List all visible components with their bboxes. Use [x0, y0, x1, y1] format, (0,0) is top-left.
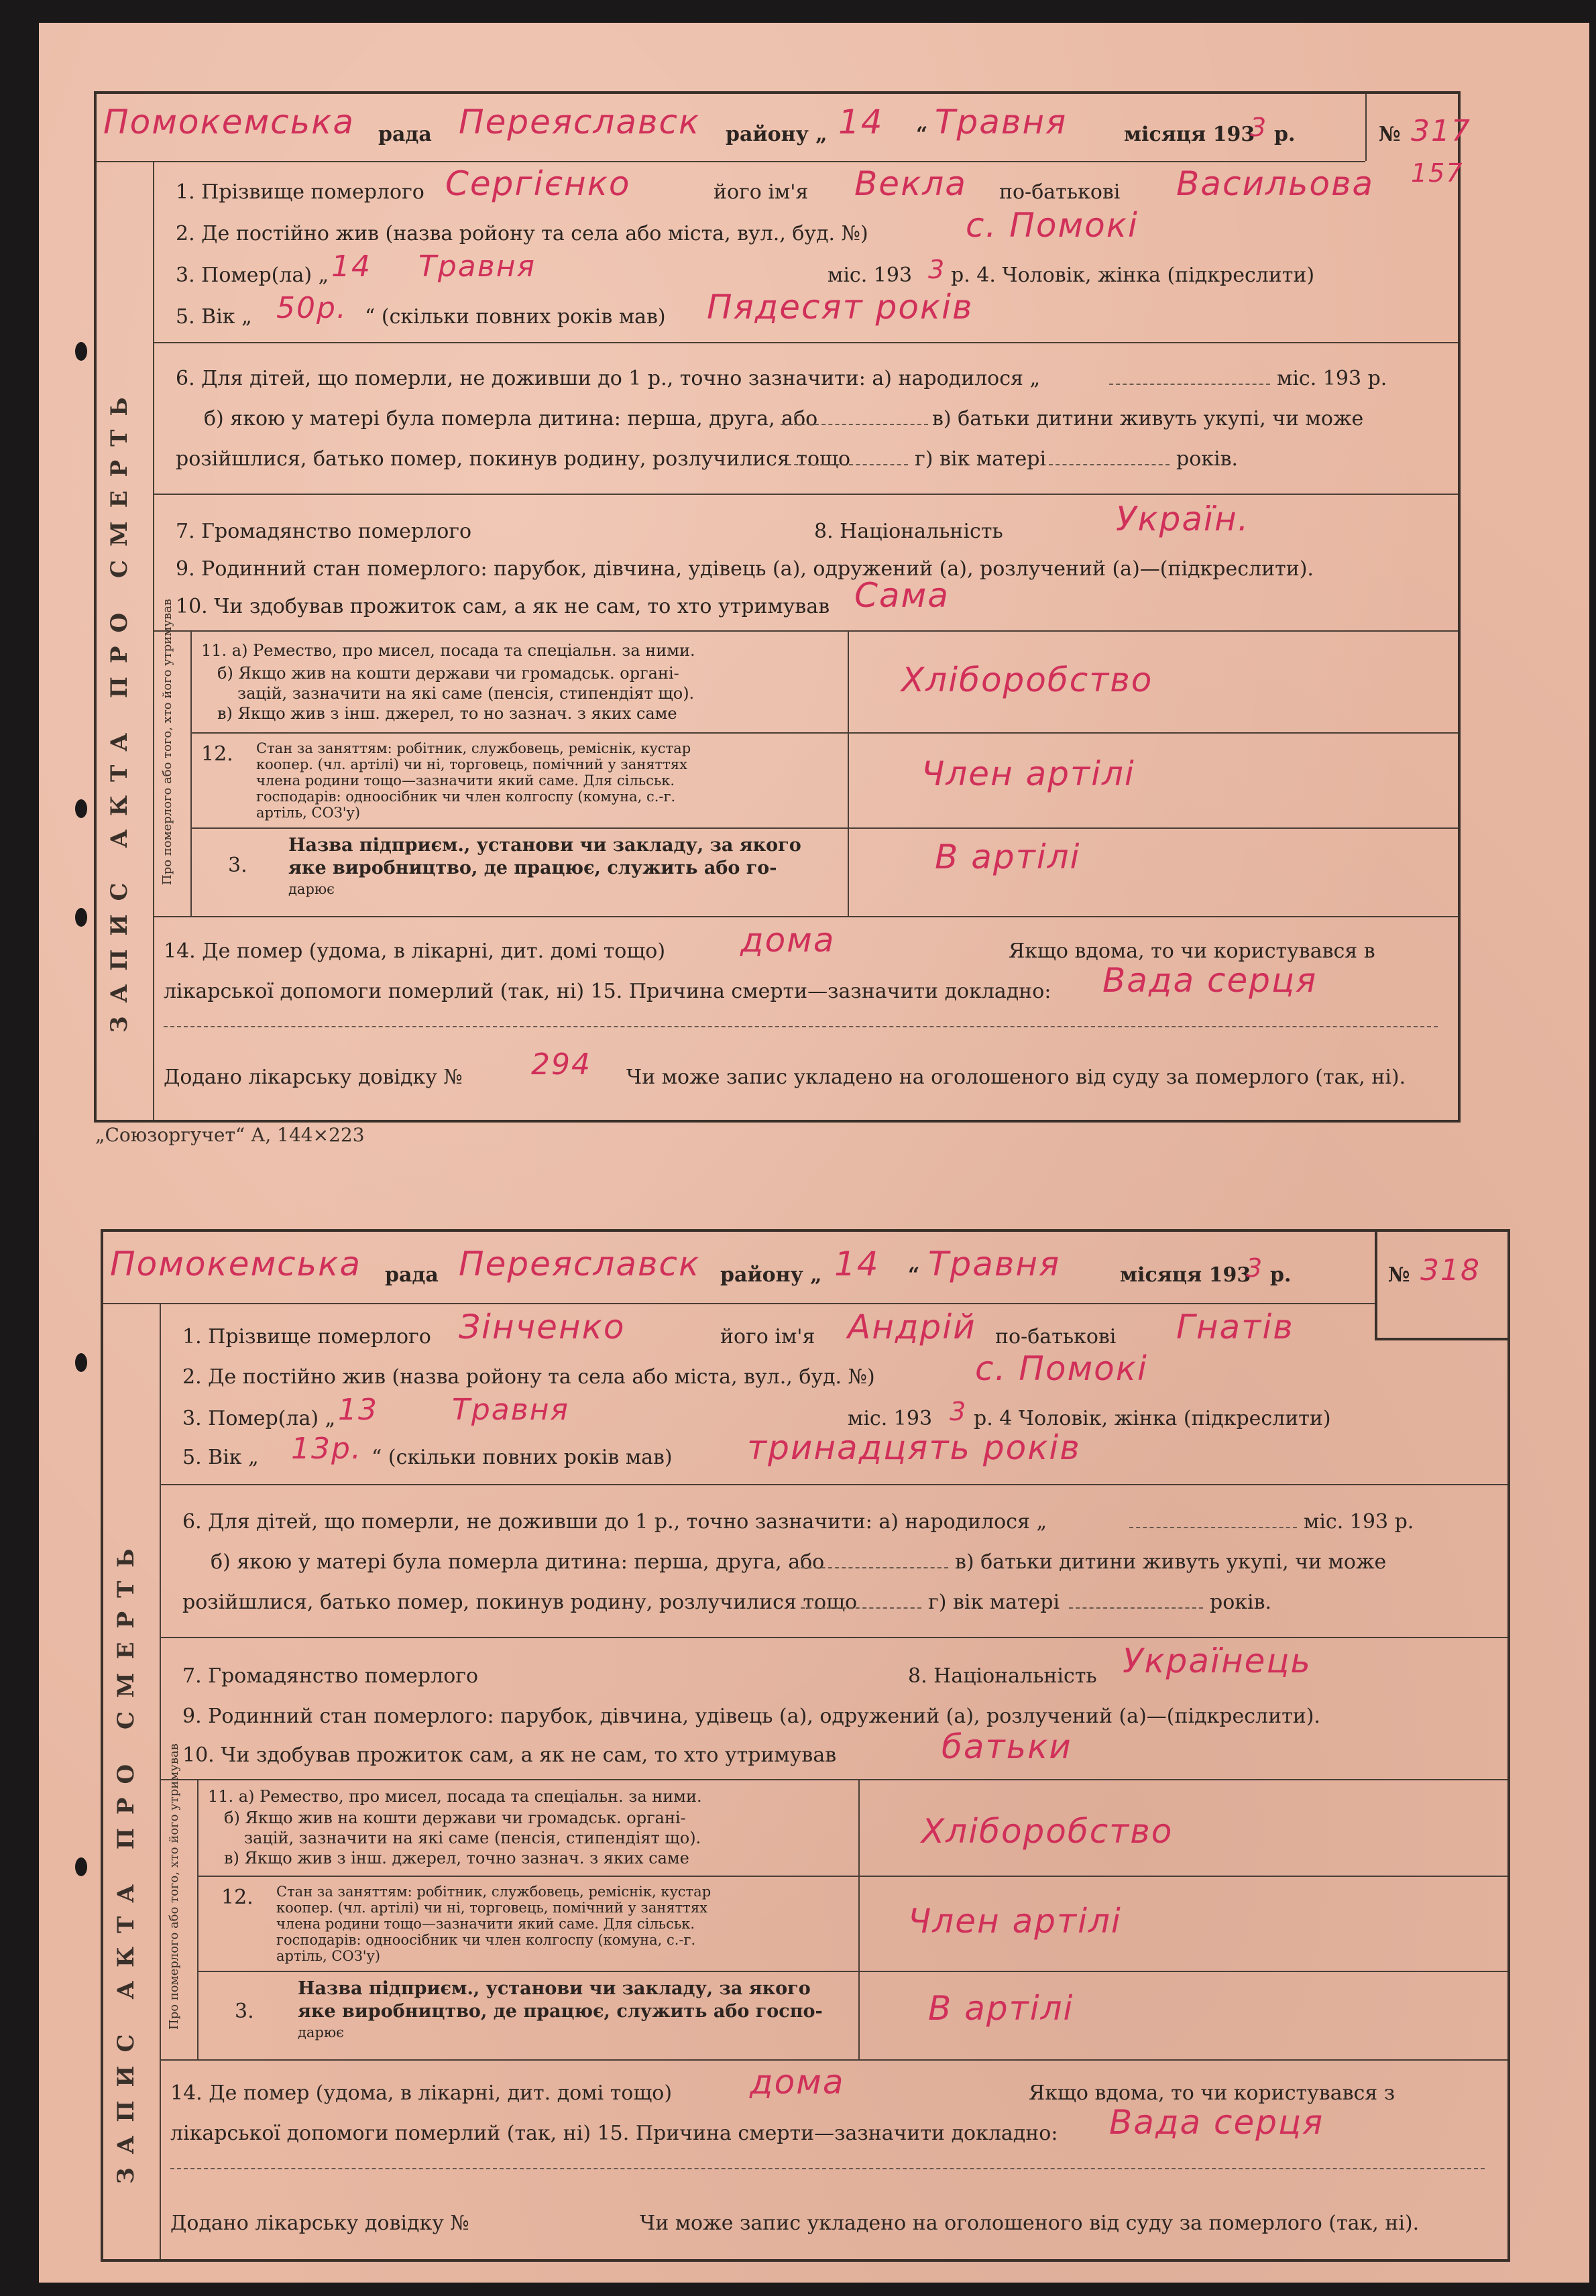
blank-line	[164, 1026, 1438, 1027]
occupation-c: в) Якщо жив з інш. джерел, точно зазнач. з яких саме	[224, 1849, 689, 1868]
children-line-3b: г) вік матері	[928, 1591, 1060, 1614]
status-hand: Член артілі	[921, 754, 1135, 793]
surname-hand: Зінченко	[459, 1308, 626, 1346]
section-line	[160, 1779, 1507, 1780]
workplace-num: 3.	[228, 854, 247, 877]
children-line-2: б) якою у матері була померла дитина: перша, друга, або	[204, 407, 818, 431]
cause-label: лікарської допомоги померлий (так, ні) 15. Причина смерти—зазначити докладно:	[164, 980, 1051, 1003]
status-num: 12.	[201, 742, 233, 766]
children-line-2b: в) батьки дитини живуть укупі, чи може	[932, 407, 1364, 431]
name-label: його ім'я	[720, 1325, 815, 1348]
patronymic-label: по-батькові	[995, 1325, 1117, 1348]
block-value-divider	[858, 1779, 860, 2059]
status-t4: господарів: одноосібник чи член колгоспу (комуна, с.-г.	[256, 789, 676, 805]
age-words-hand: тринадцять років	[747, 1428, 1081, 1467]
support-label: 10. Чи здобував прожиток сам, а як не сам, то хто утримував	[176, 595, 830, 618]
occupation-b2: зацій, зазначити на які саме (пенсія, стипендіят що).	[237, 684, 695, 703]
nationality-hand: Україн.	[1116, 500, 1250, 538]
support-label: 10. Чи здобував прожиток сам, а як не сам, то хто утримував	[182, 1743, 837, 1767]
children-line-1b: міс. 193 р.	[1304, 1510, 1414, 1534]
occupation-hand: Хліборобство	[921, 1812, 1174, 1851]
header-day-hand: 14	[834, 1245, 880, 1283]
header-r-label: р.	[1270, 1263, 1292, 1287]
children-line-3: розійшлися, батько помер, покинув родину, розлучилися тощо	[176, 447, 851, 471]
blank-line	[801, 1607, 921, 1609]
death-record-form-1	[94, 91, 1471, 1123]
died-year-hand: 3	[950, 1397, 968, 1426]
children-line-3: розійшлися, батько помер, покинув родину, розлучилися тощо	[182, 1591, 858, 1614]
blank-line	[794, 1567, 948, 1568]
punch-hole	[75, 1353, 87, 1372]
section-line	[153, 916, 1458, 917]
marital-label: 9. Родинний стан померлого: парубок, дівчина, удівець (а), одружений (а), розлучений (а)—(підкреслити).	[176, 557, 1314, 581]
died-rest: р. 4. Чоловік, жінка (підкреслити)	[951, 264, 1315, 287]
cause-label: лікарської допомоги померлий (так, ні) 15. Причина смерти—зазначити докладно:	[170, 2122, 1058, 2145]
blank-line	[1049, 464, 1170, 465]
nationality-label: 8. Національність	[814, 520, 1003, 543]
header-no-hand: 317	[1411, 114, 1471, 148]
header-rayon-label: району „	[726, 123, 828, 146]
workplace-t3: дарює	[298, 2024, 344, 2041]
died-year-hand: 3	[928, 255, 946, 284]
workplace-t1: Назва підприєм., установи чи закладу, за якого	[298, 1978, 811, 1999]
nationality-label: 8. Національність	[908, 1664, 1097, 1688]
status-t5: артіль, СОЗ'у)	[276, 1948, 381, 1964]
patronymic-hand: Гнатів	[1176, 1308, 1294, 1346]
header-rada-label: рада	[385, 1263, 439, 1287]
workplace-t1: Назва підприєм., установи чи закладу, за якого	[288, 835, 801, 856]
workplace-t3: дарює	[288, 881, 335, 897]
header-day-hand: 14	[838, 103, 884, 141]
status-t1: Стан за заняттям: робітник, службовець, реміснік, кустар	[276, 1884, 711, 1900]
header-r-label: р.	[1274, 123, 1296, 146]
header-month-label: місяця 193	[1120, 1263, 1251, 1287]
death-place-hand: дома	[750, 2063, 845, 2102]
occupation-b: б) Якщо жив на кошти держави чи громадськ. органі-	[217, 664, 679, 683]
children-line-2b: в) батьки дитини живуть укупі, чи може	[955, 1550, 1387, 1574]
block-side-note: Про померлого або того, хто його утримував	[167, 1743, 181, 2030]
children-line-2: б) якою у матері була померла дитина: перша, друга, або	[211, 1550, 825, 1574]
certificate-rest: Чи може запис укладено на оголошеного від суду за померлого (так, ні).	[640, 2212, 1420, 2235]
side-column-divider	[160, 1303, 161, 2259]
workplace-hand: В артілі	[928, 1989, 1074, 2028]
children-line-3c: років.	[1176, 447, 1239, 471]
citizenship-label: 7. Громадянство померлого	[176, 520, 472, 543]
died-mis-label: міс. 193	[828, 264, 913, 287]
block-side-note: Про померлого або того, хто його утримував	[160, 599, 174, 885]
header-rayon-hand: Переяславск	[459, 103, 701, 141]
header-rayon-hand: Переяславск	[459, 1245, 701, 1283]
certificate-label: Додано лікарську довідку №	[164, 1066, 463, 1089]
status-t2: коопер. (чл. артілі) чи ні, торговець, помічний у заняттях	[276, 1900, 707, 1916]
died-mis-label: міс. 193	[848, 1407, 933, 1430]
cause-hand: Вада серця	[1109, 2103, 1324, 2142]
block-inner-divider	[190, 630, 192, 916]
header-no-label: №	[1379, 123, 1401, 146]
header-rada-hand: Помокемська	[103, 103, 355, 141]
surname-label: 1. Прізвище померлого	[176, 180, 424, 204]
block-value-divider	[848, 630, 849, 916]
section-line	[153, 630, 1458, 632]
header-bottom-line	[103, 1303, 1375, 1304]
header-bottom-line	[97, 161, 1365, 162]
side-title: ЗАПИС АКТА ПРО СМЕРТЬ	[106, 384, 133, 1033]
section-line	[190, 827, 1458, 829]
age-hand: 13р.	[291, 1432, 362, 1466]
workplace-hand: В артілі	[935, 838, 1081, 876]
support-hand: Сама	[854, 576, 950, 615]
section-line	[160, 1484, 1507, 1485]
status-t5: артіль, СОЗ'у)	[256, 805, 361, 821]
header-month-hand: Травня	[935, 103, 1068, 141]
section-line	[160, 1637, 1507, 1638]
header-rada-label: рада	[378, 123, 432, 146]
residence-hand: с. Помокі	[975, 1349, 1148, 1388]
age-mid: “ (скільки повних років мав)	[372, 1446, 673, 1469]
workplace-num: 3.	[235, 2000, 254, 2023]
status-t4: господарів: одноосібник чи член колгоспу (комуна, с.-г.	[276, 1932, 696, 1948]
patronymic-hand: Васильова	[1176, 164, 1375, 203]
residence-label: 2. Де постійно жив (назва ройону та села або міста, вул., буд. №)	[176, 222, 868, 245]
certificate-hand: 294	[531, 1047, 591, 1082]
header-quote: “	[908, 1263, 920, 1287]
name-hand: Векла	[854, 164, 967, 203]
blank-line	[787, 464, 908, 465]
section-line	[160, 2059, 1507, 2061]
death-place-rest: Якщо вдома, то чи користувався з	[1029, 2081, 1395, 2105]
status-t3: члена родини тощо—зазначити який саме. Для сільськ.	[276, 1916, 695, 1932]
died-day-hand: 14	[331, 249, 372, 284]
blank-line	[1069, 1607, 1203, 1609]
punch-hole	[75, 799, 87, 818]
death-place-rest: Якщо вдома, то чи користувався в	[1009, 939, 1375, 963]
header-no-hand-2: 157	[1411, 158, 1464, 188]
citizenship-label: 7. Громадянство померлого	[182, 1664, 479, 1688]
occupation-b2: зацій, зазначити на які саме (пенсія, стипендіят що).	[244, 1829, 701, 1847]
header-quote: “	[916, 123, 928, 146]
support-hand: батьки	[942, 1727, 1072, 1766]
punch-hole	[75, 908, 87, 927]
section-line	[190, 732, 1458, 734]
status-hand: Член артілі	[908, 1902, 1122, 1941]
died-month-hand: Травня	[452, 1393, 569, 1427]
occupation-c: в) Якщо жив з інш. джерел, то но зазнач. з яких саме	[217, 704, 677, 723]
death-place-hand: дома	[740, 921, 836, 960]
workplace-t2: яке виробництво, де працює, служить або го-	[288, 858, 777, 878]
occupation-a: 11. а) Ремество, про мисел, посада та спеціальн. за ними.	[201, 641, 695, 660]
side-column-divider	[153, 161, 154, 1120]
death-record-form-2	[101, 1229, 1510, 2262]
header-rayon-label: району „	[720, 1263, 822, 1287]
section-line	[153, 494, 1458, 495]
marital-label: 9. Родинний стан померлого: парубок, дівчина, удівець (а), одружений (а), розлучений (а)—(підкреслити).	[182, 1705, 1320, 1728]
header-no-hand: 318	[1420, 1253, 1481, 1287]
died-rest: р. 4 Чоловік, жінка (підкреслити)	[974, 1407, 1331, 1430]
occupation-a: 11. а) Ремество, про мисел, посада та спеціальн. за ними.	[208, 1787, 702, 1806]
died-label: 3. Помер(ла) „	[182, 1407, 336, 1430]
header-month-hand: Травня	[928, 1245, 1061, 1283]
name-label: його ім'я	[714, 180, 809, 204]
punch-hole	[75, 342, 87, 361]
status-num: 12.	[221, 1886, 253, 1909]
status-t1: Стан за заняттям: робітник, службовець, реміснік, кустар	[256, 740, 691, 756]
workplace-t2: яке виробництво, де працює, служить або госпо-	[298, 2001, 823, 2022]
age-label: 5. Вік „	[176, 305, 252, 329]
children-line-3b: г) вік матері	[915, 447, 1047, 471]
header-no-label: №	[1388, 1263, 1410, 1287]
children-line-1: 6. Для дітей, що померли, не доживши до 1 р., точно зазначити: а) народилося „	[176, 367, 1041, 390]
punch-hole	[75, 1857, 87, 1876]
age-hand: 50р.	[276, 291, 347, 325]
number-box	[1375, 1229, 1510, 1340]
certificate-rest: Чи може запис укладено на оголошеного від суду за померлого (так, ні).	[626, 1066, 1406, 1089]
blank-line	[781, 424, 928, 425]
children-line-1b: міс. 193 р.	[1277, 367, 1387, 390]
age-words-hand: Пядесят років	[707, 288, 974, 327]
print-mark: „Союзоргучет“ А, 144×223	[95, 1124, 365, 1146]
children-line-1: 6. Для дітей, що померли, не доживши до 1 р., точно зазначити: а) народилося „	[182, 1510, 1047, 1534]
header-divider	[1365, 94, 1367, 161]
side-title: ЗАПИС АКТА ПРО СМЕРТЬ	[113, 1535, 139, 2184]
section-line	[197, 1876, 1507, 1877]
residence-hand: с. Помокі	[966, 206, 1139, 245]
header-rada-hand: Помокемська	[110, 1245, 361, 1283]
death-place-label: 14. Де помер (удома, в лікарні, дит. домі тощо)	[170, 2081, 673, 2105]
section-line	[197, 1971, 1507, 1972]
header-year-hand: 3	[1250, 113, 1268, 142]
occupation-hand: Хліборобство	[901, 661, 1153, 699]
died-day-hand: 13	[338, 1393, 378, 1427]
patronymic-label: по-батькові	[999, 180, 1121, 204]
surname-label: 1. Прізвище померлого	[182, 1325, 431, 1348]
status-t3: члена родини тощо—зазначити який саме. Для сільськ.	[256, 772, 675, 789]
blank-line	[1109, 384, 1270, 385]
section-line	[153, 342, 1458, 343]
surname-hand: Сергієнко	[445, 164, 631, 203]
death-place-label: 14. Де помер (удома, в лікарні, дит. домі тощо)	[164, 939, 666, 963]
header-month-label: місяця 193	[1124, 123, 1255, 146]
age-label: 5. Вік „	[182, 1446, 259, 1469]
header-year-hand: 3	[1246, 1253, 1264, 1283]
cause-hand: Вада серця	[1102, 961, 1318, 1000]
residence-label: 2. Де постійно жив (назва ройону та села або міста, вул., буд. №)	[182, 1365, 875, 1389]
blank-line	[170, 2168, 1485, 2169]
status-t2: коопер. (чл. артілі) чи ні, торговець, помічний у заняттях	[256, 756, 687, 772]
children-line-3c: років.	[1210, 1591, 1272, 1614]
age-mid: “ (скільки повних років мав)	[365, 305, 666, 329]
occupation-b: б) Якщо жив на кошти держави чи громадськ. органі-	[224, 1809, 686, 1827]
died-label: 3. Помер(ла) „	[176, 264, 329, 287]
died-month-hand: Травня	[418, 249, 536, 284]
nationality-hand: Українець	[1123, 1642, 1312, 1680]
certificate-label: Додано лікарську довідку №	[170, 2212, 469, 2235]
blank-line	[1129, 1527, 1297, 1528]
name-hand: Андрій	[848, 1308, 976, 1346]
block-inner-divider	[197, 1779, 198, 2059]
